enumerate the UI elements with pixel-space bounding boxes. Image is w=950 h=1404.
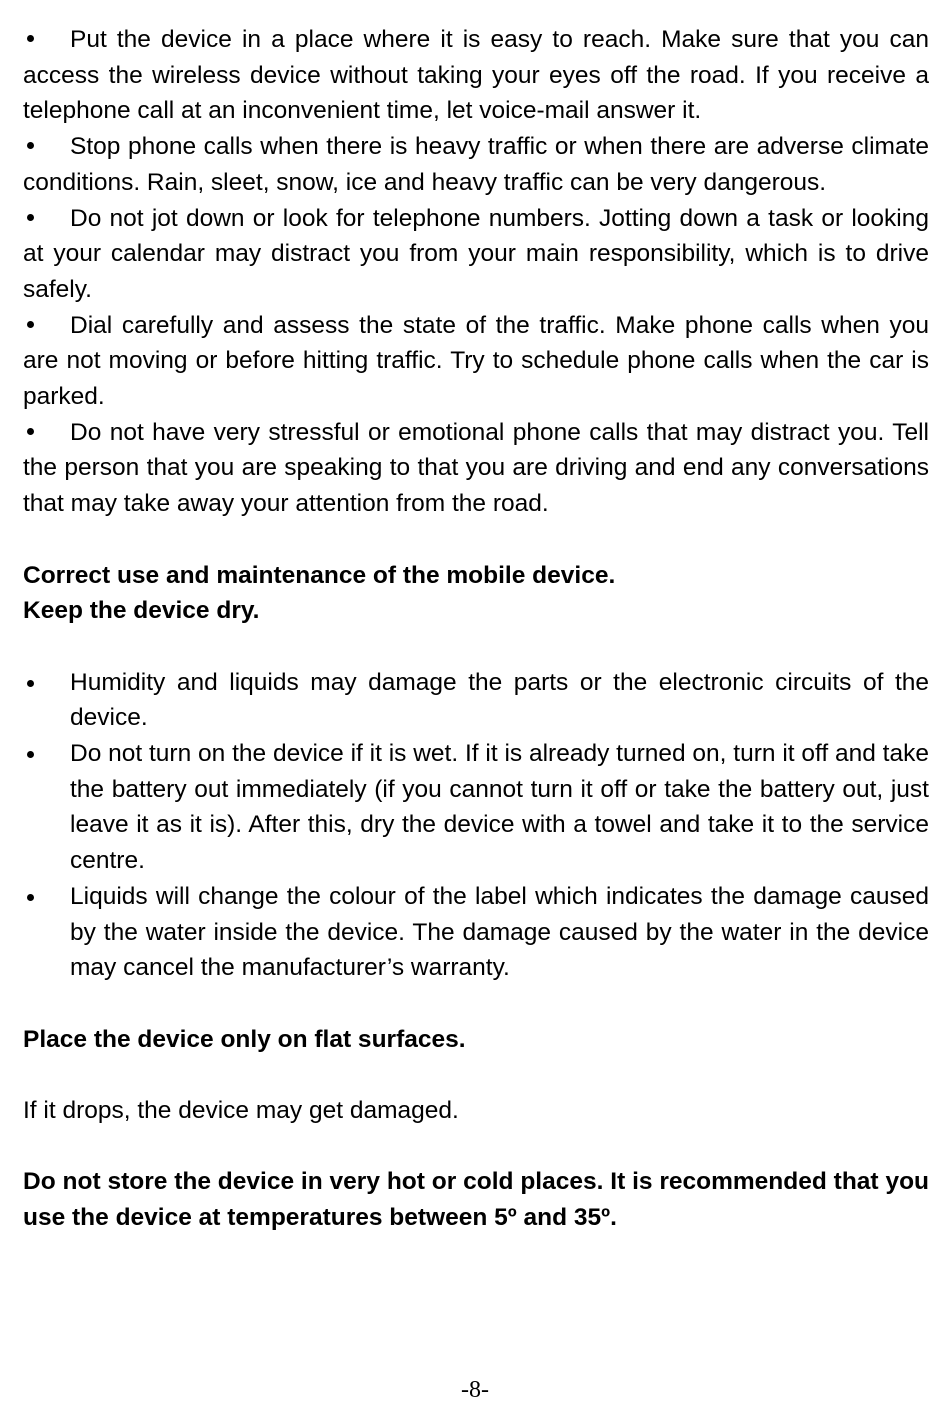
maintenance-heading: Correct use and maintenance of the mobile device. (23, 561, 616, 589)
driving-tip (23, 201, 929, 308)
driving-tip (23, 308, 929, 415)
driving-tip-text: Do not jot down or look for telephone numbers. Jotting down a task or looking at your calendar may distract you from your main responsibility, which is to drive safely. (23, 204, 929, 303)
flat-surfaces-body: If it drops, the device may get damaged. (23, 1097, 459, 1125)
driving-tip-text: Stop phone calls when there is heavy traffic or when there are adverse climate conditions. Rain, sleet, snow, ice and heavy traffic can be very dangerous. (23, 133, 929, 196)
document-page (23, 22, 929, 1236)
temperature-heading: Do not store the device in very hot or cold places. It is recommended that you use the device at temperatures between 5º and 35º. (23, 1168, 929, 1232)
driving-tip-text: Do not have very stressful or emotional phone calls that may distract you. Tell the person that you are speaking to that you are driving and end any conversations that may take away your attention from the road. (23, 418, 929, 518)
driving-tip-text: Put the device in a place where it is easy to reach. Make sure that you can access the wireless device without taking your eyes off the road. If you receive a telephone call at an inconvenient time, let voice-mail answer it. (23, 26, 929, 125)
bullet-icon (23, 415, 70, 451)
driving-tip (23, 129, 929, 200)
maintenance-item (23, 665, 929, 736)
driving-tip (23, 415, 929, 522)
driving-tip-text: Dial carefully and assess the state of the traffic. Make phone calls when you are not moving or before hitting traffic. Try to schedule phone calls when the car is parked. (23, 311, 929, 411)
maintenance-item-text: Humidity and liquids may damage the parts or the electronic circuits of the device. (70, 668, 929, 732)
maintenance-item (23, 879, 929, 986)
bullet-icon (23, 22, 70, 58)
maintenance-item-text: Do not turn on the device if it is wet. If it is already turned on, turn it off and take the battery out immediately (if you cannot turn it off or take the battery out, just leave it as it is). After this, dry the device with a towel and take it to the service centre. (70, 740, 929, 875)
flat-surfaces-heading: Place the device only on flat surfaces. (23, 1025, 466, 1053)
maintenance-item (23, 736, 929, 879)
maintenance-item-text: Liquids will change the colour of the label which indicates the damage caused by the water inside the device. The damage caused by the water in the device may cancel the manufacturer’s warranty. (70, 882, 929, 982)
keep-dry-subheading: Keep the device dry. (23, 597, 260, 625)
bullet-icon (23, 308, 70, 344)
bullet-icon (23, 201, 70, 237)
page-number: -8- (461, 1377, 489, 1403)
driving-tip (23, 22, 929, 129)
bullet-icon (23, 129, 70, 165)
